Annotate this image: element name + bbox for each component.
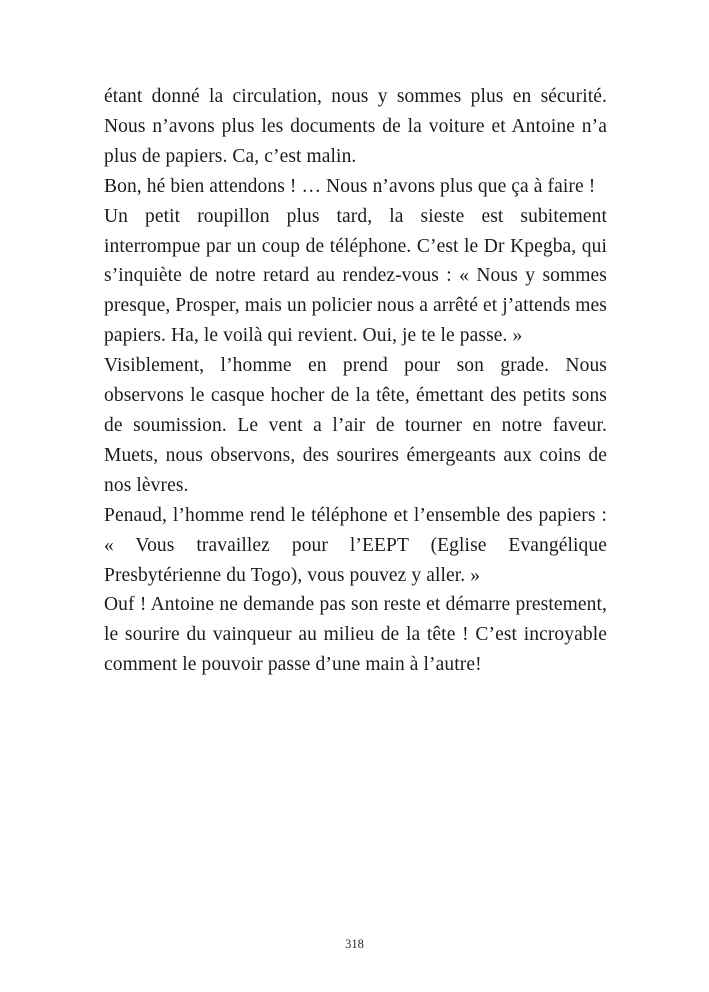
body-text <box>104 82 607 680</box>
paragraph: Penaud, l’homme rend le téléphone et l’ensemble des papiers : « Vous travaillez pour l’EEPT (Eglise Evangélique Presbytérienne du Togo), vous pouvez y aller. » <box>104 504 607 586</box>
paragraph: étant donné la circulation, nous y sommes plus en sécurité. Nous n’avons plus les documents de la voiture et Antoine n’a plus de papiers. Ca, c’est malin. <box>104 86 607 167</box>
page-number: 318 <box>345 937 364 951</box>
paragraph: Ouf ! Antoine ne demande pas son reste et démarre prestement, le sourire du vainqueur au milieu de la tête ! C’est incroyable comment le pouvoir passe d’une main à l’autre! <box>104 594 607 676</box>
paragraph: Un petit roupillon plus tard, la sieste est subitement interrompue par un coup de téléphone. C’est le Dr Kpegba, qui s’inquiète de notre retard au rendez-vous : « Nous y sommes presque, Prosper, mais un policier nous a arrêté et j’attends mes papiers. Ha, le voilà qui revient. Oui, je te le passe. » <box>104 205 607 347</box>
paragraph: Bon, hé bien attendons ! … Nous n’avons plus que ça à faire ! <box>104 175 596 197</box>
paragraph: Visiblement, l’homme en prend pour son grade. Nous observons le casque hocher de la tête, émettant des petits sons de soumission. Le vent a l’air de tourner en notre faveur. Muets, nous observons, des sourires émergeants aux coins de nos lèvres. <box>104 355 607 496</box>
